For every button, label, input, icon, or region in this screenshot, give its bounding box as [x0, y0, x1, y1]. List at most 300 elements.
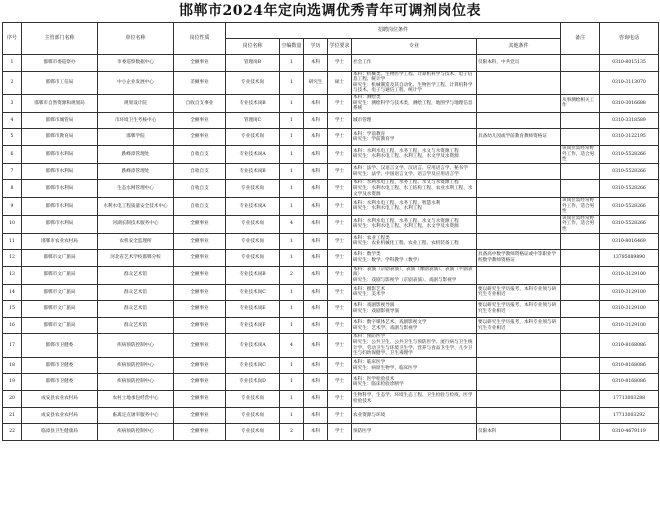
cell-count: 1: [280, 301, 304, 318]
col-edu: 学历: [304, 39, 328, 55]
col-no: 序号: [3, 23, 22, 55]
cell-unit: 群众艺术馆: [98, 266, 174, 284]
cell-other: [477, 163, 561, 180]
cell-nature: 自收自支: [174, 180, 226, 198]
table-row: [3, 129, 659, 146]
cell-nature: 自收自支: [174, 145, 226, 163]
cell-no: 11: [3, 233, 22, 250]
cell-nature: 全额事业: [174, 233, 226, 250]
cell-phone: 0310-3318589: [600, 112, 659, 129]
cell-degree: 学士: [328, 390, 352, 407]
cell-unit: 规划设计院: [98, 94, 174, 112]
cell-job: 专业技术岗D: [226, 374, 280, 391]
cell-no: 15: [3, 301, 22, 318]
cell-unit: 疾病预防控制中心: [98, 357, 174, 374]
cell-phone: 0310-8016469: [600, 233, 659, 250]
cell-count: 1: [280, 55, 304, 72]
cell-phone: 17713003288: [600, 390, 659, 407]
cell-edu: 本科: [304, 424, 328, 441]
cell-dept: 邯郸市文广旅局: [22, 317, 98, 334]
cell-nature: 差额事业: [174, 71, 226, 94]
cell-nature: 全额事业: [174, 407, 226, 424]
cell-remark: 该岗位需经常野外工作，适合男性: [561, 145, 600, 163]
cell-dept: 邯郸市水利局: [22, 145, 98, 163]
cell-degree: 学士: [328, 129, 352, 146]
cell-edu: 本科: [304, 374, 328, 391]
cell-major: 本科：摄影艺术 研究生：美术学: [352, 284, 477, 301]
cell-job: 专业技术岗: [226, 424, 280, 441]
cell-major: 本科：预防医学 研究生：公共卫生、公共卫生与预防医学、流行病与卫生统计学、劳动卫生与环境卫生学、营养与食品卫生学、儿少卫生与妇幼保健学、卫生毒理学: [352, 334, 477, 357]
cell-job: 专业技术岗B: [226, 266, 280, 284]
cell-unit: 群众艺术馆: [98, 284, 174, 301]
cell-edu: 本科: [304, 266, 328, 284]
cell-unit: 邯郸学院: [98, 129, 174, 146]
cell-remark: [561, 55, 600, 72]
cell-job: 专业技术岗A: [226, 198, 280, 216]
cell-dept: 邯郸市教育局: [22, 129, 98, 146]
cell-dept: 邯郸市自然资源和规划局: [22, 94, 98, 112]
cell-major: 社会工作: [352, 55, 477, 72]
cell-degree: 学士: [328, 55, 352, 72]
cell-phone: 0310-8168086: [600, 374, 659, 391]
cell-major: 本科：机械类、生物医学工程、计算机科学与技术、电子信息工程、统计学 研究生：机械制造及其自动化、生物医学工程、计算机科学与技术、电子与通信工程、统计学: [352, 71, 477, 94]
cell-other: [477, 112, 561, 129]
cell-unit: 疾病预防控制中心: [98, 334, 174, 357]
cell-nature: 全额事业: [174, 215, 226, 233]
cell-job: 专业技术岗C: [226, 284, 280, 301]
cell-degree: 学士: [328, 215, 352, 233]
table-row: [3, 198, 659, 216]
cell-no: 10: [3, 215, 22, 233]
cell-job: 管理岗B: [226, 55, 280, 72]
cell-other: 要以研究生学历报考，本科专业须与研究生专业相近: [477, 284, 561, 301]
cell-no: 6: [3, 145, 22, 163]
col-dept: 主管部门名称: [22, 23, 98, 55]
cell-dept: 邯郸市农业农村局: [22, 233, 98, 250]
cell-major: 本科：测绘类 研究生：测绘科学与技术类，测绘工程，地图学与地理信息系统: [352, 94, 477, 112]
cell-edu: 本科: [304, 250, 328, 267]
cell-major: 本科：水利水电工程、水务工程、水文与水资源工程 研究生：水利水电工程、水利工程、水文学及水资源: [352, 215, 477, 233]
col-major: 专业: [352, 39, 477, 55]
cell-phone: 13785089890: [600, 250, 659, 267]
cell-job: 专业技术岗A: [226, 145, 280, 163]
cell-job: 专业技术岗E: [226, 301, 280, 318]
cell-dept: 邯郸市文广旅局: [22, 301, 98, 318]
cell-phone: 0310-5528266: [600, 145, 659, 163]
cell-edu: 本科: [304, 180, 328, 198]
cell-degree: 硕士: [328, 71, 352, 94]
cell-edu: 本科: [304, 215, 328, 233]
cell-nature: 全额事业: [174, 129, 226, 146]
cell-dept: 临漳县卫生健康局: [22, 424, 98, 441]
cell-count: 1: [280, 407, 304, 424]
cell-phone: 0310-5528266: [600, 163, 659, 180]
cell-edu: 本科: [304, 357, 328, 374]
cell-no: 12: [3, 250, 22, 267]
cell-no: 8: [3, 180, 22, 198]
cell-remark: [561, 317, 600, 334]
cell-remark: [561, 390, 600, 407]
cell-dept: 邯郸市文广旅局: [22, 284, 98, 301]
cell-nature: 全额事业: [174, 390, 226, 407]
cell-edu: 本科: [304, 55, 328, 72]
cell-remark: [561, 129, 600, 146]
cell-major: 本科：法学、汉语言文学、汉语言、应用语言学、秘书学 研究生：法学、中国语言文学、语言学及应用语言学: [352, 163, 477, 180]
cell-phone: 0310-5528266: [600, 180, 659, 198]
cell-other: [477, 357, 561, 374]
cell-edu: 本科: [304, 233, 328, 250]
table-row: [3, 250, 659, 267]
cell-major: 本科：水利水电工程、水务工程、水文与水资源工程 研究生：水利水电工程、水工结构工程、农业水利工程、水文学及水资源: [352, 180, 477, 198]
cell-unit: 农机安全监理所: [98, 233, 174, 250]
cell-no: 17: [3, 334, 22, 357]
cell-count: 1: [280, 129, 304, 146]
table-row: [3, 334, 659, 357]
cell-remark: [561, 163, 600, 180]
cell-no: 1: [3, 55, 22, 72]
cell-dept: 邯郸市文广旅局: [22, 250, 98, 267]
cell-job: 专业技术岗: [226, 71, 280, 94]
cell-count: 2: [280, 424, 304, 441]
cell-no: 5: [3, 129, 22, 146]
cell-major: 本科：医学检验技术 研究生：临床检验诊断学: [352, 374, 477, 391]
cell-other: [477, 180, 561, 198]
table-row: [3, 94, 659, 112]
cell-job: 专业技术岗A: [226, 334, 280, 357]
table-row: [3, 233, 659, 250]
cell-dept: 邯郸市水利局: [22, 215, 98, 233]
table-row: [3, 145, 659, 163]
cell-count: 1: [280, 250, 304, 267]
cell-no: 18: [3, 357, 22, 374]
cell-edu: 本科: [304, 390, 328, 407]
cell-degree: 学士: [328, 180, 352, 198]
cell-phone: 0310-5528266: [600, 198, 659, 216]
col-req-group: 招聘岗位条件: [226, 23, 561, 39]
col-job: 岗位名称: [226, 39, 280, 55]
cell-dept: 邯郸市水利局: [22, 163, 98, 180]
cell-other: [477, 407, 561, 424]
col-nature: 岗位性质: [174, 23, 226, 55]
table-row: [3, 163, 659, 180]
table-row: [3, 55, 659, 72]
cell-remark: [561, 112, 600, 129]
cell-edu: 本科: [304, 407, 328, 424]
cell-count: 1: [280, 112, 304, 129]
cell-count: 4: [280, 334, 304, 357]
cell-job: 专业技术岗: [226, 250, 280, 267]
cell-dept: 邯郸市委巡察办: [22, 55, 98, 72]
cell-count: 1: [280, 390, 304, 407]
cell-nature: 全额事业: [174, 301, 226, 318]
cell-dept: 邯郸市卫健委: [22, 374, 98, 391]
cell-other: 具备高中数学教师资格证或中等职业学校数学教师资格证: [477, 250, 561, 267]
cell-unit: 市委巡察数据中心: [98, 55, 174, 72]
cell-edu: 本科: [304, 301, 328, 318]
cell-degree: 学士: [328, 112, 352, 129]
cell-phone: 0310-8168086: [600, 334, 659, 357]
cell-edu: 本科: [304, 94, 328, 112]
cell-dept: 成安县农业农村局: [22, 390, 98, 407]
cell-job: 专业技术岗: [226, 233, 280, 250]
cell-job: 专业技术岗: [226, 215, 280, 233]
cell-unit: 农村土地承包经营中心: [98, 390, 174, 407]
cell-count: 1: [280, 94, 304, 112]
cell-other: [477, 390, 561, 407]
cell-other: [477, 71, 561, 94]
cell-dept: 成安县农业农村局: [22, 407, 98, 424]
cell-unit: 群众艺术馆: [98, 317, 174, 334]
cell-count: 1: [280, 71, 304, 94]
cell-no: 13: [3, 266, 22, 284]
table-row: [3, 215, 659, 233]
cell-dept: 邯郸市水利局: [22, 180, 98, 198]
cell-other: [477, 233, 561, 250]
cell-job: 专业技术岗: [226, 180, 280, 198]
cell-no: 2: [3, 71, 22, 94]
cell-dept: 邯郸市卫健委: [22, 334, 98, 357]
cell-phone: 0310-3129100: [600, 266, 659, 284]
cell-nature: 全额事业: [174, 284, 226, 301]
cell-count: 1: [280, 233, 304, 250]
cell-major: 本科：数学类 研究生：数学、学科教学（数学）: [352, 250, 477, 267]
cell-job: 专业技术岗: [226, 390, 280, 407]
cell-count: 1: [280, 145, 304, 163]
cell-degree: 学士: [328, 250, 352, 267]
cell-other: [477, 334, 561, 357]
cell-degree: 学士: [328, 266, 352, 284]
cell-nature: 全额事业: [174, 266, 226, 284]
cell-count: 4: [280, 215, 304, 233]
table-row: [3, 424, 659, 441]
cell-unit: 水利水电工程质量安全技术中心: [98, 198, 174, 216]
table-body: [3, 55, 659, 441]
cell-nature: 自收自支事业: [174, 94, 226, 112]
cell-degree: 学士: [328, 301, 352, 318]
cell-job: 管理岗C: [226, 112, 280, 129]
cell-major: 生物科学、生态学、环境生态工程、卫生检验与检疫、医学检验技术: [352, 390, 477, 407]
table-row: [3, 284, 659, 301]
cell-no: 20: [3, 390, 22, 407]
table-row: [3, 374, 659, 391]
cell-dept: 邯郸市工信局: [22, 71, 98, 94]
cell-other: [477, 374, 561, 391]
cell-no: 4: [3, 112, 22, 129]
cell-count: 1: [280, 180, 304, 198]
cell-phone: 0310-3129100: [600, 317, 659, 334]
cell-remark: [561, 233, 600, 250]
cell-edu: 本科: [304, 284, 328, 301]
cell-phone: 17713003292: [600, 407, 659, 424]
cell-major: 本科：数字媒体艺术、戏剧影视文学 研究生：艺术学、戏剧与影视学: [352, 317, 477, 334]
cell-job: 专业技术岗F: [226, 317, 280, 334]
cell-remark: [561, 180, 600, 198]
cell-major: 城市管理: [352, 112, 477, 129]
col-degree: 学位要求: [328, 39, 352, 55]
cell-no: 7: [3, 163, 22, 180]
cell-degree: 学士: [328, 334, 352, 357]
cell-job: 专业技术岗B: [226, 163, 280, 180]
table-row: [3, 407, 659, 424]
cell-count: 1: [280, 374, 304, 391]
cell-degree: 学士: [328, 284, 352, 301]
cell-unit: 疾病预防控制中心: [98, 424, 174, 441]
cell-major: 本科：水利水电工程、水务工程、智慧水利 研究生：水利水电工程、水利工程: [352, 198, 477, 216]
cell-other: [477, 145, 561, 163]
cell-degree: 学士: [328, 374, 352, 391]
cell-count: 1: [280, 357, 304, 374]
cell-no: 19: [3, 374, 22, 391]
cell-remark: [561, 266, 600, 284]
cell-other: [477, 266, 561, 284]
cell-dept: 邯郸市文广旅局: [22, 266, 98, 284]
cell-other: 具备幼儿园或学前教育教师资格证: [477, 129, 561, 146]
col-unit: 单位名称: [98, 23, 174, 55]
col-other: 其他条件: [477, 39, 561, 55]
cell-edu: 本科: [304, 198, 328, 216]
cell-edu: 本科: [304, 145, 328, 163]
cell-phone: 0310-8015135: [600, 55, 659, 72]
cell-count: 1: [280, 317, 304, 334]
cell-dept: 邯郸市水利局: [22, 198, 98, 216]
table-row: [3, 112, 659, 129]
cell-unit: 市环境卫生考核中心: [98, 112, 174, 129]
cell-unit: 疾病预防控制中心: [98, 374, 174, 391]
cell-remark: [561, 424, 600, 441]
cell-remark: 从事测绘相关工作: [561, 94, 600, 112]
cell-no: 14: [3, 284, 22, 301]
table-row: [3, 317, 659, 334]
cell-edu: 研究生: [304, 71, 328, 94]
cell-no: 3: [3, 94, 22, 112]
cell-remark: [561, 407, 600, 424]
cell-unit: 生态水网管理中心: [98, 180, 174, 198]
table-row: [3, 266, 659, 284]
cell-nature: 全额事业: [174, 112, 226, 129]
cell-remark: 该岗位需经常野外工作，适合男性: [561, 215, 600, 233]
cell-nature: 全额事业: [174, 55, 226, 72]
cell-phone: 0310-5528266: [600, 215, 659, 233]
cell-job: 专业技术岗B: [226, 94, 280, 112]
table-row: [3, 390, 659, 407]
cell-nature: 全额事业: [174, 250, 226, 267]
cell-remark: [561, 357, 600, 374]
cell-major: 农业资源与环境: [352, 407, 477, 424]
cell-job: 专业技术岗: [226, 129, 280, 146]
cell-no: 21: [3, 407, 22, 424]
cell-dept: 邯郸市卫健委: [22, 357, 98, 374]
cell-count: 1: [280, 163, 304, 180]
cell-degree: 学士: [328, 94, 352, 112]
cell-phone: 0310-3129100: [600, 301, 659, 318]
cell-major: 本科：临床医学 研究生：病原生物学、临床医学: [352, 357, 477, 374]
cell-major: 本科：农业工程类 研究生：农业机械化工程、农业工程、农机装备工程: [352, 233, 477, 250]
cell-nature: 全额事业: [174, 317, 226, 334]
cell-degree: 学士: [328, 233, 352, 250]
cell-unit: 群众艺术馆: [98, 301, 174, 318]
cell-degree: 学士: [328, 163, 352, 180]
cell-remark: [561, 250, 600, 267]
cell-count: 1: [280, 284, 304, 301]
cell-phone: 0310-3122195: [600, 129, 659, 146]
cell-edu: 本科: [304, 112, 328, 129]
cell-phone: 0310-3113070: [600, 71, 659, 94]
cell-major: 本科：表演（京剧表演）、表演（豫剧表演）、表演（平剧表演） 研究生：戏剧与影视学（京剧表演）、戏剧与影视学: [352, 266, 477, 284]
col-phone: 咨询电话: [600, 23, 659, 55]
cell-nature: 全额事业: [174, 334, 226, 357]
cell-remark: [561, 334, 600, 357]
cell-unit: 河北省艺术学校邯郸分校: [98, 250, 174, 267]
cell-dept: 邯郸市城管局: [22, 112, 98, 129]
cell-other: 要以研究生学历报考，本科专业须与研究生专业相近: [477, 301, 561, 318]
cell-remark: [561, 301, 600, 318]
cell-job: 专业技术岗C: [226, 357, 280, 374]
cell-unit: 中小企业发展中心: [98, 71, 174, 94]
cell-remark: [561, 284, 600, 301]
cell-degree: 学士: [328, 317, 352, 334]
cell-phone: 0310-8168086: [600, 357, 659, 374]
cell-edu: 本科: [304, 129, 328, 146]
cell-other: 仅限本科: [477, 424, 561, 441]
cell-job: 专业技术岗: [226, 407, 280, 424]
table-row: [3, 180, 659, 198]
cell-major: 预防医学: [352, 424, 477, 441]
cell-other: [477, 215, 561, 233]
cell-count: 1: [280, 198, 304, 216]
cell-degree: 学士: [328, 357, 352, 374]
cell-unit: 跌峰漳管理处: [98, 163, 174, 180]
cell-major: 本科：水利水电工程、水务工程、水文与水资源工程 研究生：水利水电工程、水利工程、水文学及水资源: [352, 145, 477, 163]
cell-nature: 全额事业: [174, 374, 226, 391]
cell-remark: [561, 71, 600, 94]
cell-no: 16: [3, 317, 22, 334]
cell-count: 2: [280, 266, 304, 284]
cell-degree: 学士: [328, 424, 352, 441]
cell-no: 9: [3, 198, 22, 216]
cell-degree: 学士: [328, 198, 352, 216]
cell-phone: 0310-4679119: [600, 424, 659, 441]
cell-nature: 自收自支: [174, 198, 226, 216]
cell-edu: 本科: [304, 334, 328, 357]
cell-nature: 自收自支: [174, 163, 226, 180]
cell-major: 本科：学前教育 研究生：学前教育学: [352, 129, 477, 146]
cell-other: 仅限本科，中共党员: [477, 55, 561, 72]
cell-no: 22: [3, 424, 22, 441]
cell-remark: [561, 374, 600, 391]
cell-unit: 河湖长制技术服务中心: [98, 215, 174, 233]
cell-phone: 0310-3016688: [600, 94, 659, 112]
cell-other: [477, 94, 561, 112]
cell-major: 本科：戏剧影视导演 研究生：戏剧影视导演: [352, 301, 477, 318]
cell-degree: 学士: [328, 407, 352, 424]
page-title: 邯郸市2024年定向选调优秀青年可调剂岗位表: [179, 3, 481, 19]
cell-other: 要以研究生学历报考，本科专业须与研究生专业相近: [477, 317, 561, 334]
cell-phone: 0310-3129100: [600, 284, 659, 301]
cell-degree: 学士: [328, 145, 352, 163]
positions-table: [2, 22, 659, 441]
table-row: [3, 71, 659, 94]
table-row: [3, 301, 659, 318]
col-count: 空编数量: [280, 39, 304, 55]
cell-unit: 跌峰漳管理处: [98, 145, 174, 163]
cell-edu: 本科: [304, 317, 328, 334]
cell-other: [477, 198, 561, 216]
cell-nature: 全额事业: [174, 357, 226, 374]
cell-edu: 本科: [304, 163, 328, 180]
header-row-1: [3, 23, 659, 39]
table-row: [3, 357, 659, 374]
cell-unit: 畜禽定点屠宰服务中心: [98, 407, 174, 424]
